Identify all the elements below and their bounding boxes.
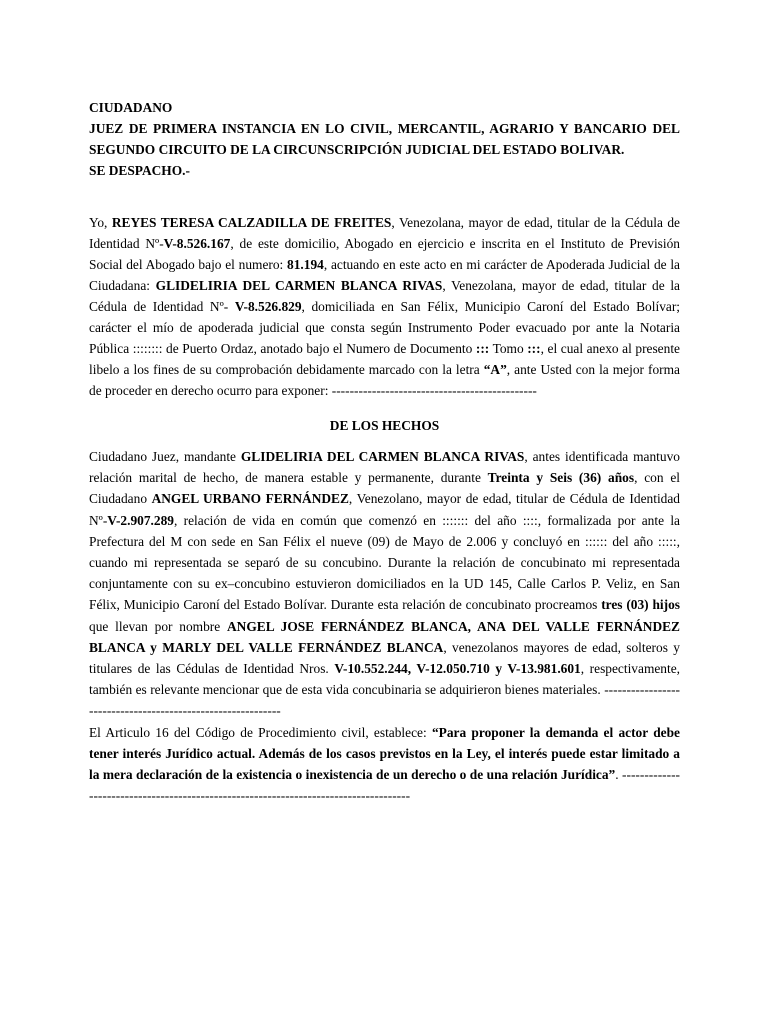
intro-text: Tomo bbox=[489, 341, 528, 356]
partner-id-number: V-2.907.289 bbox=[107, 512, 174, 528]
lawyer-name: REYES TERESA CALZADILLA DE FREITES bbox=[111, 215, 392, 230]
header-line-despacho: SE DESPACHO.- bbox=[89, 163, 190, 178]
addressee-header bbox=[89, 97, 680, 181]
intro-text: , de este domicilio, Abogado en ejercicio e inscrita en el Instituto de Previsión Social del Abogado bajo el numero: bbox=[89, 236, 680, 272]
intro-text: , Venezolana, mayor de edad, titular de la Cédula de Identidad Nº- bbox=[89, 215, 680, 251]
facts-text: , venezolanos mayores de edad, solteros y titulares de las Cédulas de Identidad Nros. bbox=[89, 639, 680, 677]
intro-text: , domiciliada en San Félix, Municipio Caroní del Estado Bolívar; carácter el mío de apoderada judicial que consta según Instrumento Poder evacuado por ante la Notaria Pública :::::::: de Puerto Ordaz, anotado bajo el Numero de Documento bbox=[89, 299, 681, 356]
lawyer-id-number: V-8.526.167 bbox=[163, 236, 231, 251]
intro-paragraph bbox=[89, 212, 680, 401]
header-line-ciudadano: CIUDADANO bbox=[89, 100, 173, 115]
intro-text: Yo, bbox=[89, 215, 112, 230]
facts-paragraph bbox=[89, 446, 680, 722]
article-paragraph bbox=[89, 722, 680, 807]
facts-text: que llevan por nombre bbox=[89, 618, 227, 634]
header-line-court: JUEZ DE PRIMERA INSTANCIA EN LO CIVIL, MERCANTIL, AGRARIO Y BANCARIO DEL SEGUNDO CIRCUITO DE LA CIRCUNSCRIPCIÓN JUDICIAL DEL ESTADO BOLIVAR. bbox=[89, 121, 680, 157]
intro-text: , actuando en este acto en mi carácter de Apoderada Judicial de la Ciudadana: bbox=[89, 257, 680, 293]
document-page bbox=[89, 97, 680, 806]
document-number-placeholder: ::: bbox=[475, 341, 490, 356]
facts-text: Ciudadano Juez, mandante bbox=[89, 449, 241, 464]
client-name: GLIDELIRIA DEL CARMEN BLANCA RIVAS bbox=[240, 449, 525, 464]
facts-text: , con el Ciudadano bbox=[89, 470, 680, 507]
facts-text: , respectivamente, también es relevante mencionar que de esta vida concubinaria se adquirieron bienes materiales. ------------------------------------------------------------ bbox=[89, 661, 681, 719]
facts-text: , relación de vida en común que comenzó en ::::::: del año ::::, formalizada por ante la Prefectura del M con sede en San Félix el nueve (09) de Mayo de 2.006 y concluyó en :::::: del año :::::, cuando mi representada se separó de su concubino. Durante la relación de concubinato mi representada conjuntamente con su ex–concubino estuvieron domiciliados en la UD 145, Calle Carlos P. Veliz, en San Félix, Municipio Caroní del Estado Bolívar. Durante esta relación de concubinato procreamos bbox=[89, 512, 680, 613]
intro-text: , el cual anexo al presente libelo a los fines de su comprobación debidamente marcado con la letra bbox=[89, 341, 680, 377]
article-text: El Articulo 16 del Código de Procedimiento civil, establece: bbox=[89, 724, 432, 740]
inpreabogado-number: 81.194 bbox=[287, 257, 324, 272]
relationship-duration: Treinta y Seis (36) años bbox=[487, 470, 635, 486]
tomo-placeholder: ::: bbox=[527, 341, 541, 356]
intro-text: , ante Usted con la mejor forma de proceder en derecho ocurro para exponer: ---------------------------------------------- bbox=[89, 362, 680, 398]
children-names: ANGEL JOSE FERNÁNDEZ BLANCA, ANA DEL VALLE FERNÁNDEZ BLANCA y MARLY DEL VALLE FERNÁNDEZ BLANCA bbox=[89, 618, 680, 655]
client-id-number: V-8.526.829 bbox=[234, 299, 302, 314]
facts-text: , antes identificada mantuvo relación marital de hecho, de manera estable y permanente, durante bbox=[89, 449, 680, 486]
intro-text: , Venezolana, mayor de edad, titular de la Cédula de Identidad Nº- bbox=[89, 278, 680, 314]
annex-letter: “A” bbox=[483, 362, 507, 377]
partner-name: ANGEL URBANO FERNÁNDEZ bbox=[151, 491, 349, 507]
children-id-numbers: V-10.552.244, V-12.050.710 y V-13.981.601 bbox=[334, 661, 581, 677]
children-count: tres (03) hijos bbox=[601, 597, 680, 613]
article-text: . ------------------------------------------------------------------------------------- bbox=[89, 767, 680, 804]
client-name: GLIDELIRIA DEL CARMEN BLANCA RIVAS bbox=[155, 278, 443, 293]
article-quote: “Para proponer la demanda el actor debe tener interés Jurídico actual. Además de los casos previstos en la Ley, el interés puede estar limitado a la mera declaración de la existencia o inexistencia de un derecho o de una relación Jurídica” bbox=[89, 724, 680, 783]
section-title: DE LOS HECHOS bbox=[329, 418, 440, 433]
facts-text: , Venezolano, mayor de edad, titular de Cédula de Identidad Nº- bbox=[89, 491, 680, 528]
